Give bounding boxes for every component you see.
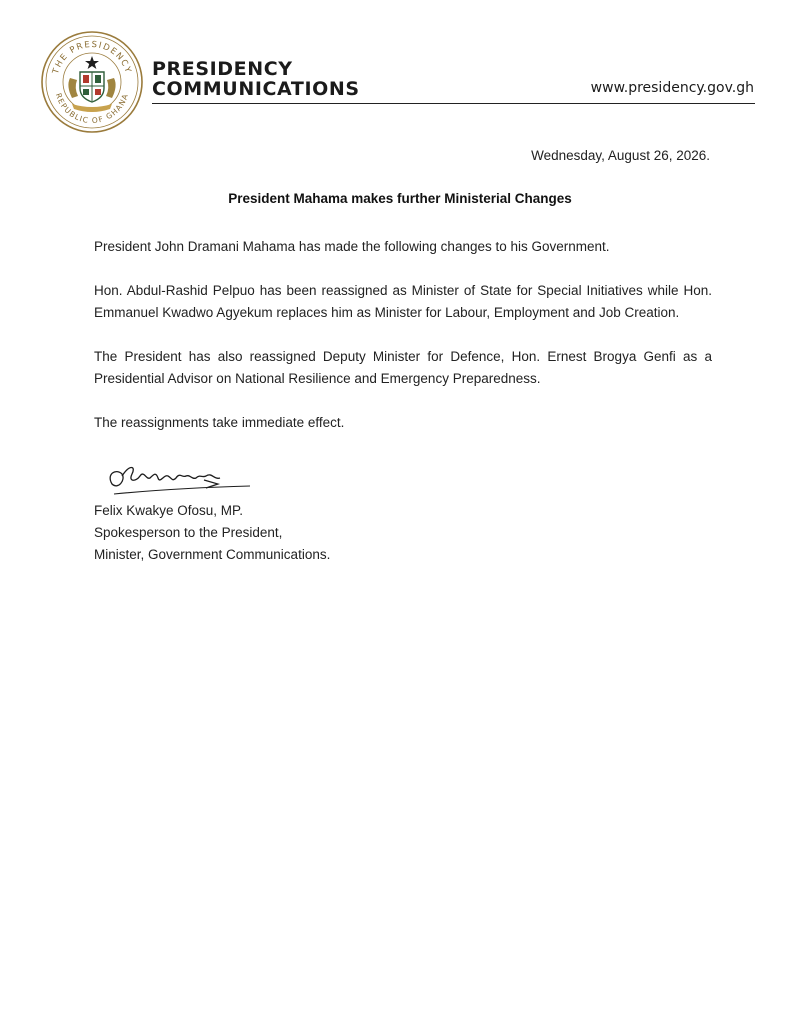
website-link[interactable]: www.presidency.gov.gh (590, 80, 754, 96)
org-name (152, 59, 360, 99)
document-date: Wednesday, August 26, 2026. (531, 148, 710, 163)
signatory-title: Spokesperson to the President, (94, 525, 283, 540)
paragraph: Hon. Abdul-Rashid Pelpuo has been reassigned as Minister of State for Special Initiatives while Hon. Emmanuel Kwadwo Agyekum replaces him as Minister for Labour, Employment and Job Creation. (94, 283, 712, 320)
signature-block (94, 500, 330, 566)
paragraph: The reassignments take immediate effect. (94, 415, 345, 430)
header-divider (152, 103, 755, 104)
paragraph: President John Dramani Mahama has made the following changes to his Government. (94, 239, 610, 254)
paragraph: The President has also reassigned Deputy Minister for Defence, Hon. Ernest Brogya Genfi as a Presidential Advisor on National Resilience and Emergency Preparedness. (94, 349, 712, 386)
signatory-name: Felix Kwakye Ofosu, MP. (94, 503, 244, 518)
seal-bottom-text: REPUBLIC OF GHANA (53, 92, 131, 126)
signatory-title: Minister, Government Communications. (94, 547, 331, 562)
handwritten-signature (106, 460, 256, 500)
seal-top-text: THE PRESIDENCY (51, 39, 133, 76)
org-name-line1: PRESIDENCY (152, 58, 293, 80)
org-name-line2: COMMUNICATIONS (152, 78, 360, 100)
document-headline: President Mahama makes further Ministerial Changes (228, 191, 572, 206)
presidency-seal-icon (40, 30, 144, 134)
letterhead (0, 0, 800, 140)
